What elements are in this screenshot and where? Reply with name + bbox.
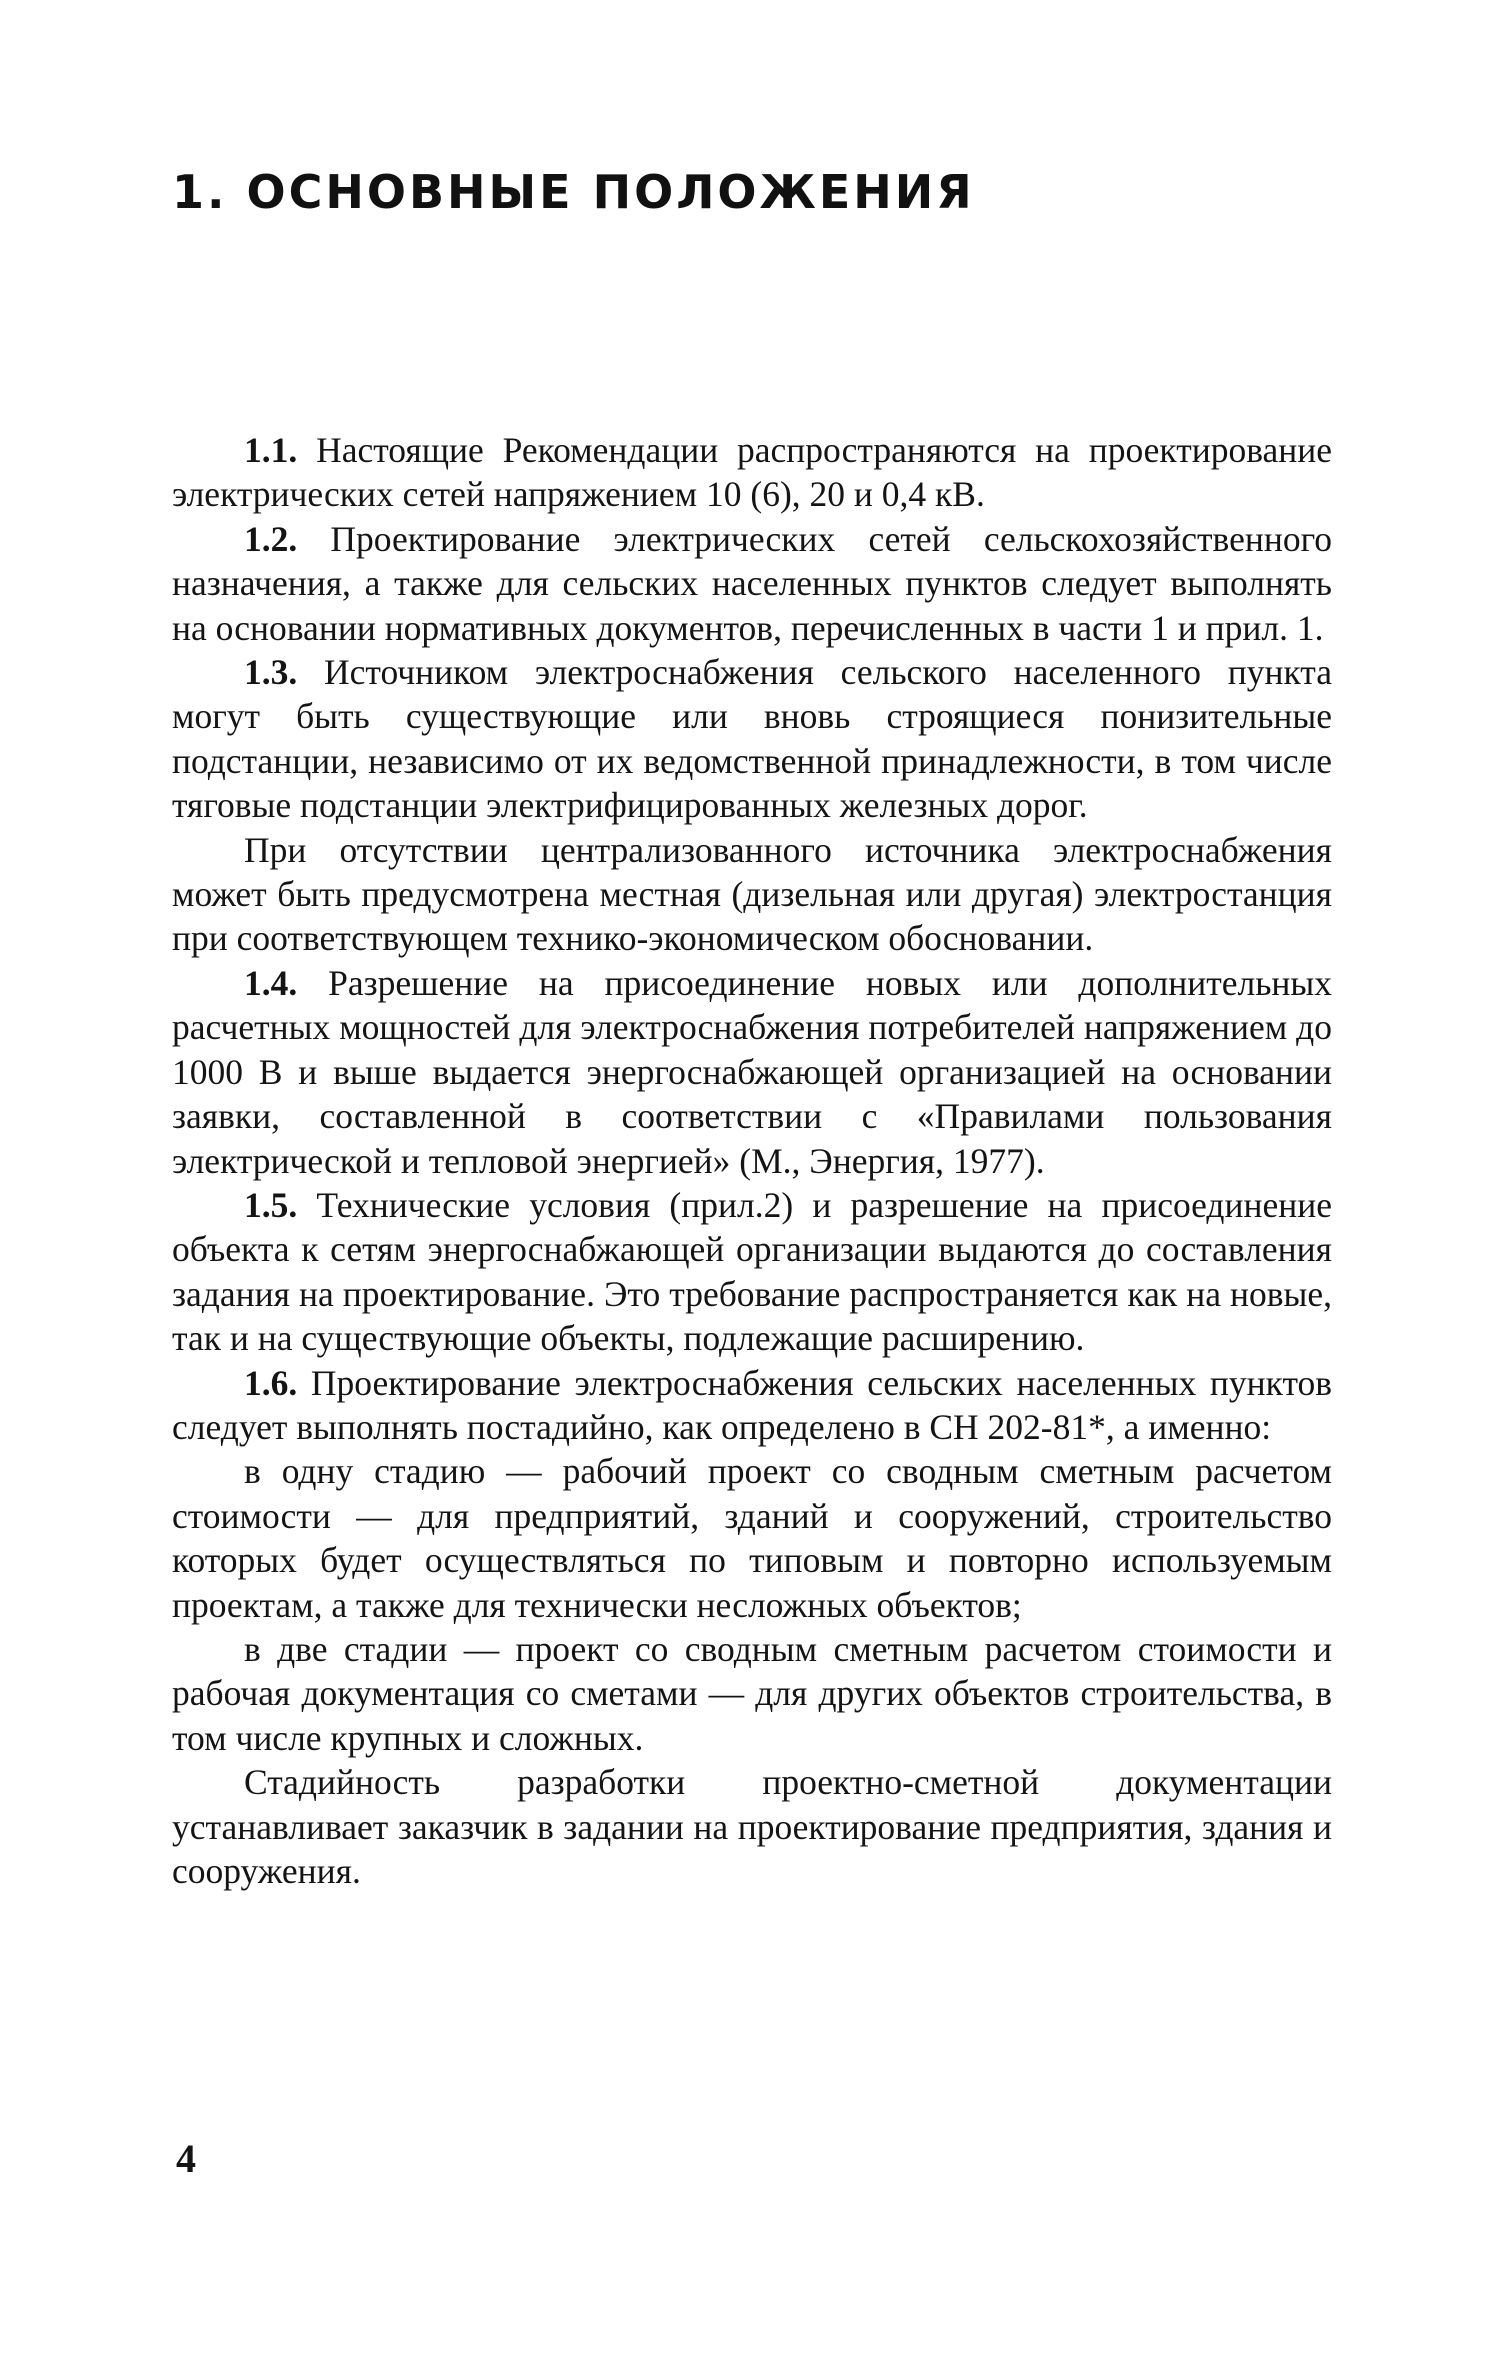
paragraph-1-6 bbox=[172, 1361, 1332, 1450]
body-text bbox=[172, 428, 1332, 1893]
paragraph-1-5 bbox=[172, 1183, 1332, 1361]
paragraph-text: Настоящие Рекомендации распространяются на проектирование электрических сетей напряжением 10 (6), 20 и 0,4 кВ. bbox=[172, 430, 1333, 515]
clause-number: 1.2. bbox=[244, 518, 298, 559]
paragraph-text: Стадийность разработки проектно-сметной документации устанавливает заказчик в задании на проектирование предприятия, здания и сооружения. bbox=[172, 1762, 1332, 1891]
page-number: 4 bbox=[176, 2136, 196, 2181]
clause-number: 1.5. bbox=[244, 1184, 298, 1225]
paragraph-text: Источником электроснабжения сельского населенного пункта могут быть существующие или вновь строящиеся понизительные подстанции, независимо от их ведомственной принадлежности, в том числе тяговые подстанции электрифицированных железных дорог. bbox=[172, 652, 1332, 826]
clause-number: 1.1. bbox=[244, 430, 298, 470]
paragraph-1-1 bbox=[172, 428, 1332, 517]
paragraph-text: Проектирование электроснабжения сельских населенных пунктов следует выполнять постадийно, как определено в СН 202-81*, а именно: bbox=[172, 1362, 1332, 1447]
paragraph-text: в одну стадию — рабочий проект со сводным сметным расчетом стоимости — для предприятий, зданий и сооружений, строительство которых будет осуществляться по типовым и повторно используемым проектам, а также для технически несложных объектов; bbox=[172, 1451, 1332, 1625]
paragraph-text: Разрешение на присоединение новых или дополнительных расчетных мощностей для электроснабжения потребителей напряжением до 1000 В и выше выдается энергоснабжающей организацией на основании заявки, составленной в соответствии с «Правилами пользования электрической и тепловой энергией» (М., Энергия, 1977). bbox=[172, 962, 1333, 1181]
paragraph-1-4 bbox=[172, 961, 1332, 1183]
paragraph-1-2 bbox=[172, 517, 1332, 650]
paragraph-text: При отсутствии централизованного источника электроснабжения может быть предусмотрена местная (дизельная или другая) электростанция при соответствующем технико-экономическом обосновании. bbox=[172, 829, 1332, 959]
paragraph-1-3-continued bbox=[172, 828, 1332, 961]
paragraph-text: Проектирование электрических сетей сельскохозяйственного назначения, а также для сельских населенных пунктов следует выполнять на основании нормативных документов, перечисленных в части 1 и прил. 1. bbox=[172, 518, 1332, 648]
chapter-title: 1. ОСНОВНЫЕ ПОЛОЖЕНИЯ bbox=[172, 165, 975, 219]
paragraph-text: в две стадии — проект со сводным сметным расчетом стоимости и рабочая документация со сметами — для других объектов строительства, в том числе крупных и сложных. bbox=[172, 1628, 1332, 1758]
paragraph-1-3 bbox=[172, 650, 1332, 828]
clause-number: 1.6. bbox=[244, 1362, 298, 1403]
clause-number: 1.4. bbox=[244, 962, 298, 1003]
paragraph-text: Технические условия (прил.2) и разрешение на присоединение объекта к сетям энергоснабжающей организации выдаются до составления задания на проектирование. Это требование распространяется как на новые, так и на существующие объекты, подлежащие расширению. bbox=[172, 1184, 1333, 1359]
paragraph-staging bbox=[172, 1760, 1332, 1893]
paragraph-two-stages bbox=[172, 1627, 1332, 1760]
paragraph-one-stage bbox=[172, 1449, 1332, 1627]
clause-number: 1.3. bbox=[244, 652, 298, 693]
